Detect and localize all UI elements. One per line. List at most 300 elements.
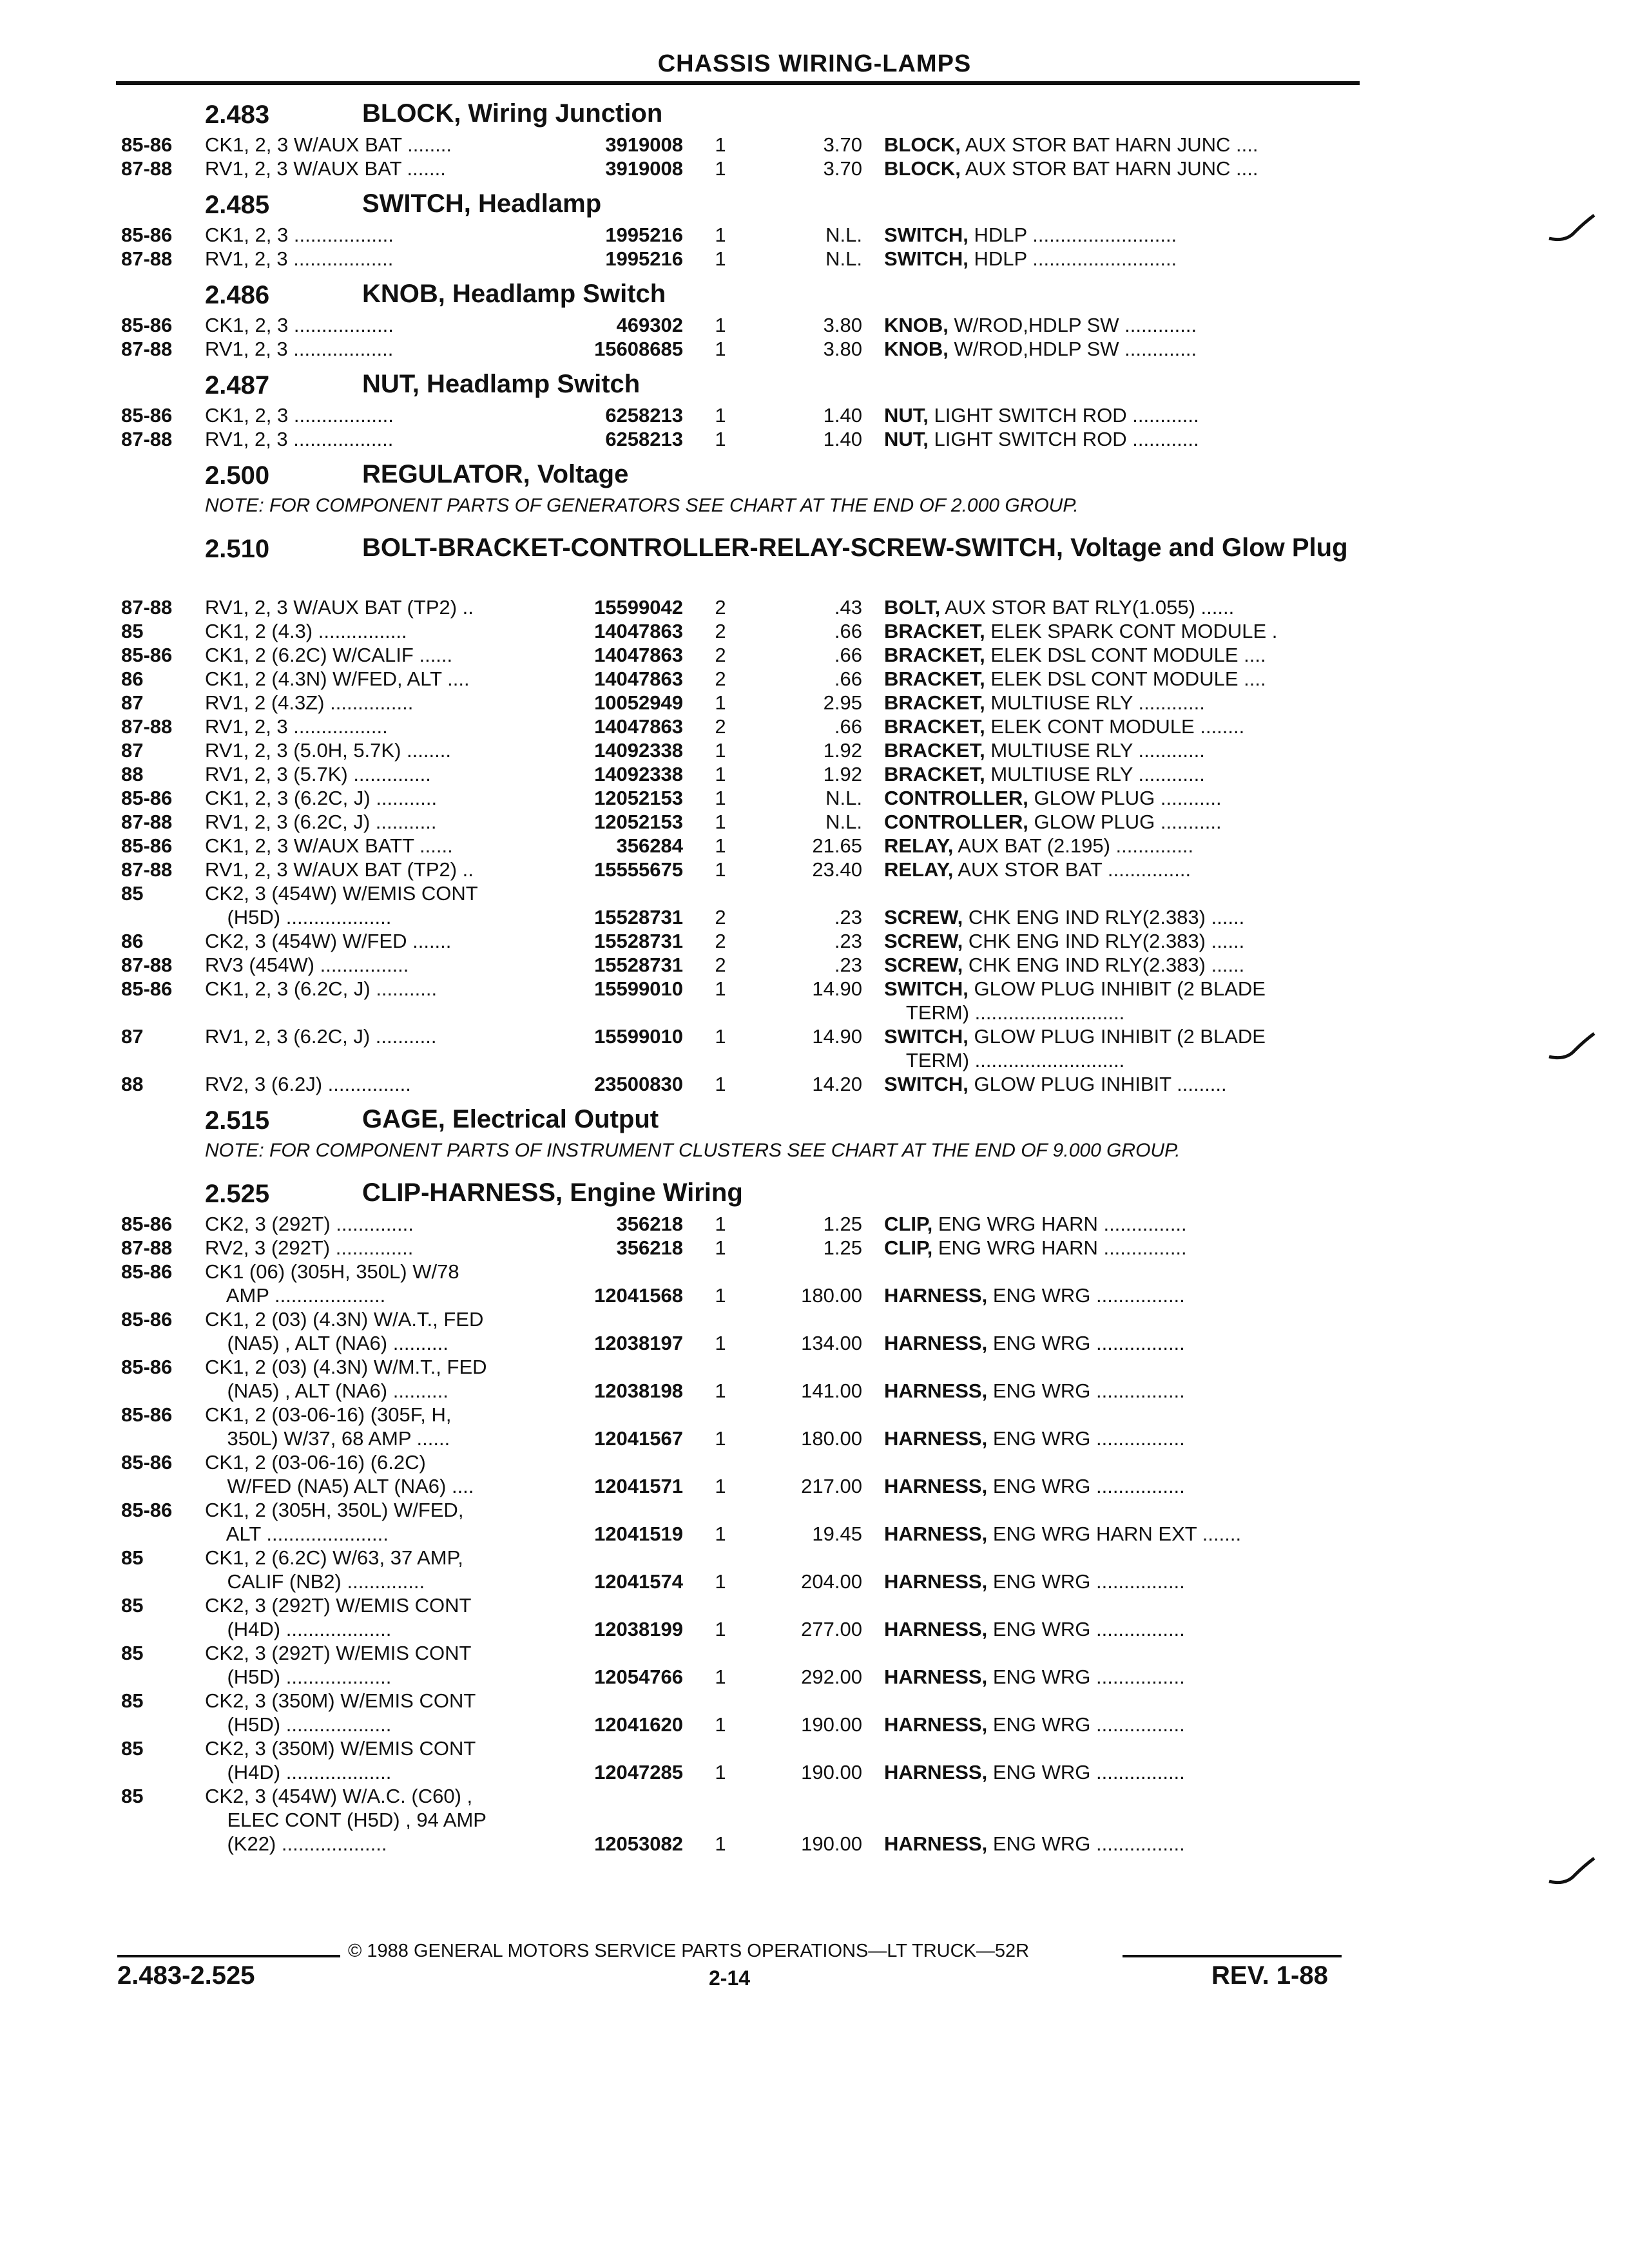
part-number: 15528731: [594, 954, 683, 976]
part-description: RV1, 2, 3 .................: [205, 715, 388, 738]
part-number: 14047863: [594, 668, 683, 690]
part-row: [0, 403, 1629, 427]
part-row: [0, 313, 1629, 337]
quantity: 2: [715, 954, 726, 976]
part-row: [0, 929, 1629, 953]
part-name-detail: CHK ENG IND RLY(2.383) ......: [963, 930, 1245, 952]
part-name: [884, 337, 1197, 361]
price: 1.40: [823, 404, 862, 427]
part-name-noun: BRACKET,: [884, 763, 985, 785]
part-name-noun: SCREW,: [884, 954, 963, 976]
part-name: [884, 834, 1193, 858]
part-description: CK2, 3 (454W) W/FED .......: [205, 930, 452, 952]
part-row: [0, 1355, 1629, 1379]
part-name-noun: HARNESS,: [884, 1284, 988, 1307]
part-name-noun: SCREW,: [884, 906, 963, 928]
model-years: 85-86: [121, 133, 173, 156]
part-number: 15599042: [594, 596, 683, 619]
part-name: [884, 133, 1258, 157]
part-row: [0, 247, 1629, 271]
part-number: 1995216: [605, 224, 683, 246]
part-description: CK1, 2, 3 ..................: [205, 404, 394, 427]
part-number: 12038197: [594, 1332, 683, 1354]
part-description: CK1, 2 (03) (4.3N) W/A.T., FED: [205, 1308, 484, 1331]
section-heading: [0, 97, 1629, 133]
model-years: 85-86: [121, 404, 173, 427]
model-years: 85-86: [121, 1451, 173, 1474]
model-years: 86: [121, 668, 144, 690]
part-row: [0, 157, 1629, 180]
part-name-detail: ENG WRG ................: [987, 1832, 1185, 1855]
part-row: [0, 1283, 1629, 1307]
model-years: 87: [121, 691, 144, 714]
part-row: [0, 1048, 1629, 1072]
part-name-noun: HARNESS,: [884, 1475, 988, 1497]
part-description: CK1, 2 (6.2C) W/63, 37 AMP,: [205, 1546, 463, 1569]
part-row: [0, 1808, 1629, 1832]
part-description: CK1 (06) (305H, 350L) W/78: [205, 1260, 459, 1283]
part-number: 12041620: [594, 1713, 683, 1736]
price: .23: [834, 906, 862, 928]
part-description: CK2, 3 (454W) W/EMIS CONT: [205, 882, 478, 905]
part-name: [884, 643, 1266, 667]
part-name: [884, 1760, 1185, 1784]
model-years: 85-86: [121, 314, 173, 336]
part-name-noun: HARNESS,: [884, 1379, 988, 1402]
section-title: SWITCH, Headlamp: [362, 189, 602, 218]
check-mark-icon: [1547, 213, 1598, 251]
part-name: [884, 977, 1266, 1001]
part-name-detail: ELEK DSL CONT MODULE ....: [985, 644, 1266, 666]
quantity: 1: [715, 224, 726, 246]
price: .66: [834, 715, 862, 738]
part-name-detail: MULTIUSE RLY ............: [985, 763, 1205, 785]
part-row: [0, 1450, 1629, 1474]
quantity: 1: [715, 834, 726, 857]
part-row: [0, 427, 1629, 451]
part-number: 15528731: [594, 930, 683, 952]
section-number: 2.510: [205, 535, 270, 563]
part-number: 6258213: [605, 404, 683, 427]
part-name-detail: W/ROD,HDLP SW .............: [948, 338, 1197, 360]
part-name-detail: ELEK SPARK CONT MODULE .: [985, 620, 1278, 642]
part-name-noun: CLIP,: [884, 1213, 933, 1235]
part-row: [0, 337, 1629, 361]
part-name: [884, 762, 1205, 786]
quantity: 1: [715, 1523, 726, 1545]
part-description: RV1, 2, 3 (6.2C, J) ...........: [205, 1025, 437, 1048]
spacer: [0, 1856, 1629, 1862]
part-description: RV1, 2, 3 (6.2C, J) ...........: [205, 811, 437, 833]
part-name: [884, 1048, 1124, 1072]
part-name-noun: BLOCK,: [884, 133, 961, 156]
part-name-detail: ENG WRG ................: [987, 1332, 1185, 1354]
price: 3.80: [823, 338, 862, 360]
quantity: 1: [715, 1570, 726, 1593]
quantity: 1: [715, 338, 726, 360]
part-name-noun: HARNESS,: [884, 1570, 988, 1593]
part-name: [884, 1212, 1187, 1236]
model-years: 85: [121, 1785, 144, 1807]
part-row: [0, 1474, 1629, 1498]
part-row: [0, 1403, 1629, 1427]
price: .23: [834, 930, 862, 952]
part-row: [0, 715, 1629, 738]
part-name-detail: AUX STOR BAT HARN JUNC ....: [960, 157, 1258, 180]
price: N.L.: [825, 787, 862, 809]
part-row: [0, 858, 1629, 881]
part-number: 12047285: [594, 1761, 683, 1783]
part-name-noun: HARNESS,: [884, 1427, 988, 1450]
section-number: 2.485: [205, 191, 270, 219]
part-name-detail: LIGHT SWITCH ROD ............: [928, 428, 1199, 450]
part-row: [0, 881, 1629, 905]
part-row: [0, 1379, 1629, 1403]
part-number: 12052153: [594, 787, 683, 809]
part-name-detail: ENG WRG ................: [987, 1713, 1185, 1736]
part-row: [0, 1713, 1629, 1736]
part-description: RV2, 3 (292T) ..............: [205, 1236, 414, 1259]
part-name: [884, 738, 1205, 762]
footer-range: 2.483-2.525: [117, 1961, 255, 1990]
part-number: 12053082: [594, 1832, 683, 1855]
part-name: [884, 1379, 1185, 1403]
part-name-noun: RELAY,: [884, 858, 954, 881]
part-name: [884, 313, 1197, 337]
price: 217.00: [801, 1475, 862, 1497]
part-name-noun: HARNESS,: [884, 1761, 988, 1783]
part-number: 6258213: [605, 428, 683, 450]
part-row: [0, 1307, 1629, 1331]
part-name-detail: ENG WRG ................: [987, 1761, 1185, 1783]
model-years: 85-86: [121, 224, 173, 246]
part-name: [884, 157, 1258, 180]
price: 277.00: [801, 1618, 862, 1640]
part-name: [884, 427, 1199, 451]
part-row: [0, 1689, 1629, 1713]
part-description: (NA5) , ALT (NA6) ..........: [205, 1379, 448, 1402]
part-name-detail: ENG WRG ................: [987, 1618, 1185, 1640]
part-number: 23500830: [594, 1073, 683, 1095]
quantity: 1: [715, 787, 726, 809]
part-row: [0, 738, 1629, 762]
part-description: CK2, 3 (350M) W/EMIS CONT: [205, 1737, 476, 1760]
part-description: CK1, 2, 3 W/AUX BATT ......: [205, 834, 453, 857]
price: 14.90: [812, 1025, 862, 1048]
quantity: 1: [715, 1713, 726, 1736]
part-name-noun: NUT,: [884, 404, 929, 427]
quantity: 1: [715, 428, 726, 450]
part-description: RV2, 3 (6.2J) ...............: [205, 1073, 411, 1095]
price: 1.92: [823, 739, 862, 762]
part-name-noun: BRACKET,: [884, 739, 985, 762]
quantity: 1: [715, 1475, 726, 1497]
check-mark-icon: [1547, 1031, 1598, 1070]
part-description: CK2, 3 (350M) W/EMIS CONT: [205, 1689, 476, 1712]
part-name-noun: BRACKET,: [884, 644, 985, 666]
part-name-detail: GLOW PLUG ...........: [1028, 811, 1222, 833]
part-name-noun: NUT,: [884, 428, 929, 450]
part-number: 3919008: [605, 157, 683, 180]
part-name-noun: KNOB,: [884, 314, 949, 336]
price: .66: [834, 644, 862, 666]
part-description: RV1, 2, 3 ..................: [205, 338, 394, 360]
part-description: CK1, 2 (6.2C) W/CALIF ......: [205, 644, 453, 666]
part-name: [884, 1024, 1266, 1048]
model-years: 85: [121, 1594, 144, 1617]
quantity: 2: [715, 644, 726, 666]
quantity: 1: [715, 133, 726, 156]
part-number: 14047863: [594, 715, 683, 738]
quantity: 1: [715, 977, 726, 1000]
price: 134.00: [801, 1332, 862, 1354]
price: 23.40: [812, 858, 862, 881]
part-number: 10052949: [594, 691, 683, 714]
part-name-detail: W/ROD,HDLP SW .............: [948, 314, 1197, 336]
part-name-noun: BRACKET,: [884, 620, 985, 642]
part-row: [0, 619, 1629, 643]
part-number: 12052153: [594, 811, 683, 833]
part-number: 12054766: [594, 1666, 683, 1688]
part-row: [0, 1570, 1629, 1593]
part-name: [884, 1236, 1187, 1260]
section-note: NOTE: FOR COMPONENT PARTS OF GENERATORS SEE CHART AT THE END OF 2.000 GROUP.: [205, 495, 1079, 516]
part-description: ALT ......................: [205, 1523, 389, 1545]
section-title: BLOCK, Wiring Junction: [362, 99, 663, 128]
part-name-detail: CHK ENG IND RLY(2.383) ......: [963, 906, 1245, 928]
quantity: 1: [715, 811, 726, 833]
part-name-detail: GLOW PLUG ...........: [1028, 787, 1222, 809]
model-years: 86: [121, 930, 144, 952]
part-name: [884, 619, 1277, 643]
part-name: [884, 953, 1244, 977]
model-years: 87-88: [121, 596, 173, 619]
section-number: 2.500: [205, 461, 270, 490]
price: 292.00: [801, 1666, 862, 1688]
quantity: 2: [715, 620, 726, 642]
part-description: (H5D) ...................: [205, 1666, 392, 1688]
part-number: 3919008: [605, 133, 683, 156]
part-row: [0, 810, 1629, 834]
model-years: 87-88: [121, 715, 173, 738]
model-years: 88: [121, 1073, 144, 1095]
price: 3.70: [823, 157, 862, 180]
price: 190.00: [801, 1761, 862, 1783]
part-row: [0, 643, 1629, 667]
model-years: 85-86: [121, 834, 173, 857]
spacer: [0, 1169, 1629, 1176]
part-description: CALIF (NB2) ..............: [205, 1570, 425, 1593]
part-name-detail: AUX BAT (2.195) ..............: [953, 834, 1194, 857]
part-name-noun: CONTROLLER,: [884, 787, 1028, 809]
price: 14.20: [812, 1073, 862, 1095]
part-description: ELEC CONT (H5D) , 94 AMP: [205, 1809, 487, 1831]
quantity: 1: [715, 1284, 726, 1307]
part-description: CK1, 2, 3 W/AUX BAT ........: [205, 133, 452, 156]
model-years: 85: [121, 882, 144, 905]
part-name-noun: BRACKET,: [884, 715, 985, 738]
model-years: 87: [121, 739, 144, 762]
spacer: [0, 518, 1629, 524]
part-row: [0, 223, 1629, 247]
part-row: [0, 977, 1629, 1001]
part-description: (H4D) ...................: [205, 1761, 392, 1783]
part-description: RV1, 2, 3 ..................: [205, 247, 394, 270]
part-name: [884, 1713, 1185, 1736]
part-name-detail: ENG WRG ................: [987, 1475, 1185, 1497]
part-row: [0, 1331, 1629, 1355]
part-row: [0, 1522, 1629, 1546]
part-description: CK1, 2 (4.3N) W/FED, ALT ....: [205, 668, 470, 690]
model-years: 85-86: [121, 787, 173, 809]
part-name: [884, 1665, 1185, 1689]
model-years: 87-88: [121, 954, 173, 976]
price: 2.95: [823, 691, 862, 714]
part-description: CK1, 2, 3 ..................: [205, 224, 394, 246]
part-name-detail: ENG WRG ................: [987, 1284, 1185, 1307]
part-row: [0, 762, 1629, 786]
part-name: [884, 403, 1199, 427]
price: .66: [834, 668, 862, 690]
part-name-detail: CHK ENG IND RLY(2.383) ......: [963, 954, 1245, 976]
model-years: 85-86: [121, 1260, 173, 1283]
part-description: RV1, 2, 3 ..................: [205, 428, 394, 450]
part-name: [884, 247, 1177, 271]
model-years: 85-86: [121, 644, 173, 666]
model-years: 85-86: [121, 1356, 173, 1378]
part-name: [884, 1832, 1185, 1856]
part-name-detail: TERM) ...........................: [884, 1049, 1125, 1072]
part-name-noun: CLIP,: [884, 1236, 933, 1259]
part-row: [0, 1617, 1629, 1641]
quantity: 1: [715, 1832, 726, 1855]
part-name-noun: SCREW,: [884, 930, 963, 952]
quantity: 1: [715, 1332, 726, 1354]
part-description: CK1, 2, 3 (6.2C, J) ...........: [205, 977, 438, 1000]
part-number: 469302: [616, 314, 683, 336]
part-description: CK2, 3 (292T) W/EMIS CONT: [205, 1594, 472, 1617]
part-number: 15608685: [594, 338, 683, 360]
quantity: 1: [715, 858, 726, 881]
section-heading: [0, 457, 1629, 494]
part-row: [0, 1498, 1629, 1522]
part-row: [0, 786, 1629, 810]
part-number: 12041571: [594, 1475, 683, 1497]
model-years: 87-88: [121, 811, 173, 833]
part-row: [0, 1427, 1629, 1450]
part-name-noun: BOLT,: [884, 596, 941, 619]
quantity: 1: [715, 1025, 726, 1048]
model-years: 87-88: [121, 247, 173, 270]
part-row: [0, 133, 1629, 157]
model-years: 88: [121, 763, 144, 785]
part-description: CK1, 2 (03-06-16) (305F, H,: [205, 1403, 452, 1426]
quantity: 1: [715, 691, 726, 714]
model-years: 87-88: [121, 1236, 173, 1259]
footer-copyright: © 1988 GENERAL MOTORS SERVICE PARTS OPERATIONS—LT TRUCK—52R: [348, 1941, 1030, 1961]
part-description: RV1, 2, 3 W/AUX BAT (TP2) ..: [205, 858, 474, 881]
part-row: [0, 1546, 1629, 1570]
price: 3.80: [823, 314, 862, 336]
part-number: 15528731: [594, 906, 683, 928]
part-description: CK1, 2 (305H, 350L) W/FED,: [205, 1499, 464, 1521]
price: .43: [834, 596, 862, 619]
part-name-detail: ENG WRG ................: [987, 1570, 1185, 1593]
section-title: GAGE, Electrical Output: [362, 1105, 659, 1133]
price: 1.40: [823, 428, 862, 450]
price: 190.00: [801, 1713, 862, 1736]
part-name-detail: LIGHT SWITCH ROD ............: [928, 404, 1199, 427]
spacer: [0, 524, 1629, 531]
part-name: [884, 223, 1177, 247]
part-number: 1995216: [605, 247, 683, 270]
part-description: RV1, 2 (4.3Z) ...............: [205, 691, 414, 714]
quantity: 2: [715, 715, 726, 738]
price: 190.00: [801, 1832, 862, 1855]
model-years: 85: [121, 1689, 144, 1712]
part-description: CK2, 3 (454W) W/A.C. (C60) ,: [205, 1785, 473, 1807]
quantity: 1: [715, 763, 726, 785]
spacer: [0, 1096, 1629, 1102]
part-number: 356218: [616, 1213, 683, 1235]
model-years: 85: [121, 1737, 144, 1760]
spacer: [0, 451, 1629, 457]
part-name-detail: GLOW PLUG INHIBIT .........: [968, 1073, 1227, 1095]
part-description: AMP ....................: [205, 1284, 386, 1307]
section-title: KNOB, Headlamp Switch: [362, 280, 666, 308]
part-name-noun: SWITCH,: [884, 1073, 969, 1095]
part-number: 14047863: [594, 620, 683, 642]
quantity: 1: [715, 1761, 726, 1783]
part-number: 12041574: [594, 1570, 683, 1593]
part-description: RV1, 2, 3 (5.0H, 5.7K) ........: [205, 739, 451, 762]
section-title: BOLT-BRACKET-CONTROLLER-RELAY-SCREW-SWITCH, Voltage and Glow Plug: [362, 533, 1348, 562]
quantity: 1: [715, 247, 726, 270]
part-name-detail: GLOW PLUG INHIBIT (2 BLADE: [968, 977, 1266, 1000]
model-years: 85-86: [121, 1308, 173, 1331]
quantity: 2: [715, 668, 726, 690]
part-name-detail: MULTIUSE RLY ............: [985, 739, 1205, 762]
model-years: 85: [121, 620, 144, 642]
part-name: [884, 715, 1244, 738]
part-description: RV1, 2, 3 (5.7K) ..............: [205, 763, 431, 785]
part-description: (H4D) ...................: [205, 1618, 392, 1640]
part-number: 12038198: [594, 1379, 683, 1402]
part-name-noun: BLOCK,: [884, 157, 961, 180]
spacer: [0, 1163, 1629, 1169]
part-name-detail: ENG WRG HARN ...............: [932, 1236, 1187, 1259]
part-name: [884, 1331, 1185, 1355]
model-years: 87-88: [121, 858, 173, 881]
part-name-noun: RELAY,: [884, 834, 954, 857]
page-header-title: CHASSIS WIRING-LAMPS: [657, 50, 972, 77]
price: 1.25: [823, 1213, 862, 1235]
part-number: 15599010: [594, 1025, 683, 1048]
part-name-detail: HDLP ..........................: [968, 247, 1177, 270]
section-title: NUT, Headlamp Switch: [362, 370, 641, 398]
price: 14.90: [812, 977, 862, 1000]
part-description: (H5D) ...................: [205, 906, 392, 928]
part-name: [884, 1001, 1124, 1024]
part-description: RV1, 2, 3 W/AUX BAT (TP2) ..: [205, 596, 474, 619]
section-heading: [0, 1176, 1629, 1212]
part-description: (K22) ...................: [205, 1832, 387, 1855]
part-row: [0, 953, 1629, 977]
part-name: [884, 929, 1244, 953]
part-name-noun: HARNESS,: [884, 1832, 988, 1855]
part-row: [0, 1072, 1629, 1096]
model-years: 85-86: [121, 1403, 173, 1426]
